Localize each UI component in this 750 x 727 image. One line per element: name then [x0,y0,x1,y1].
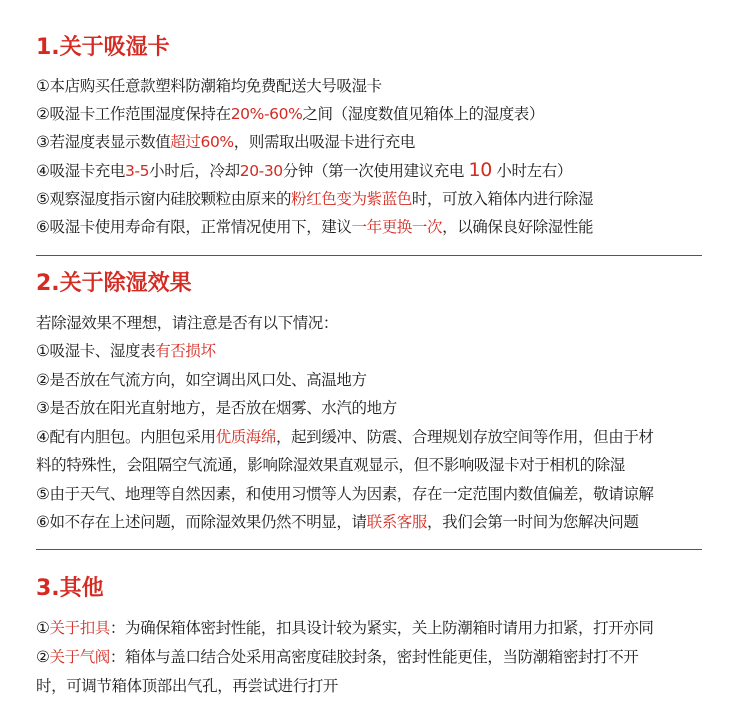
section3-item-2-cont: 时，可调节箱体顶部出气孔，再尝试进行打开 [36,677,339,695]
section3-item-2: ②关于气阀：箱体与盖口结合处采用高密度硅胶封条，密封性能更佳，当防潮箱密封打不开 [36,648,639,666]
section1-item-2: ②吸湿卡工作范围湿度保持在20%-60%之间（湿度数值见箱体上的湿度表） [36,105,545,123]
section2-intro: 若除湿效果不理想，请注意是否有以下情况： [36,314,339,332]
section2-item-3: ③是否放在阳光直射地方，是否放在烟雾、水汽的地方 [36,399,397,417]
section1-item-6: ⑥吸湿卡使用寿命有限，正常情况使用下，建议一年更换一次，以确保良好除湿性能 [36,218,594,236]
highlight-text: 联系客服 [366,513,428,531]
section-divider [36,549,702,550]
section1-title: 1.关于吸湿卡 [36,35,170,60]
highlight-text: 超过60% [170,133,234,151]
section3-title: 3.其他 [36,576,104,601]
section1-item-3: ③若湿度表显示数值超过60%，则需取出吸湿卡进行充电 [36,133,415,151]
section2-item-1: ①吸湿卡、湿度表有否损坏 [36,342,216,360]
highlight-text: 3-5 [125,162,150,180]
highlight-text: 关于扣具 [49,619,110,637]
section2-item-4: ④配有内胆包。内胆包采用优质海绵，起到缓冲、防震、合理规划存放空间等作用，但由于材 [36,428,654,446]
section1-item-1: ①本店购买任意款塑料防潮箱均免费配送大号吸湿卡 [36,77,382,95]
highlight-text: 有否损坏 [155,342,216,360]
highlight-text: 关于气阀 [49,648,110,666]
section1-item-4: ④吸湿卡充电3-5小时后，冷却20-30分钟（第一次使用建议充电 10 小时左右） [36,159,572,181]
section2-item-6: ⑥如不存在上述问题，而除湿效果仍然不明显，请联系客服，我们会第一时间为您解决问题 [36,513,639,531]
section1-item-5: ⑤观察湿度指示窗内硅胶颗粒由原来的粉红色变为紫蓝色时，可放入箱体内进行除湿 [36,190,594,208]
highlight-text: 一年更换一次 [351,218,443,236]
section2-item-2: ②是否放在气流方向，如空调出风口处、高温地方 [36,371,367,389]
highlight-text: 20-30 [239,162,283,180]
section2-item-5: ⑤由于天气、地理等自然因素，和使用习惯等人为因素，存在一定范围内数值偏差，敬请谅解 [36,485,654,503]
section3-item-1: ①关于扣具：为确保箱体密封性能，扣具设计较为紧实，关上防潮箱时请用力扣紧，打开亦同 [36,619,654,637]
highlight-text: 优质海绵 [215,428,277,446]
highlight-text: 20%-60% [230,105,303,123]
section2-item-4-cont: 料的特殊性，会阻隔空气流通，影响除湿效果直观显示，但不影响吸湿卡对于相机的除湿 [36,456,625,474]
section-divider [36,255,702,256]
highlight-number: 10 [468,159,492,181]
section2-title: 2.关于除湿效果 [36,271,192,296]
highlight-text: 粉红色变为紫蓝色 [291,190,412,208]
